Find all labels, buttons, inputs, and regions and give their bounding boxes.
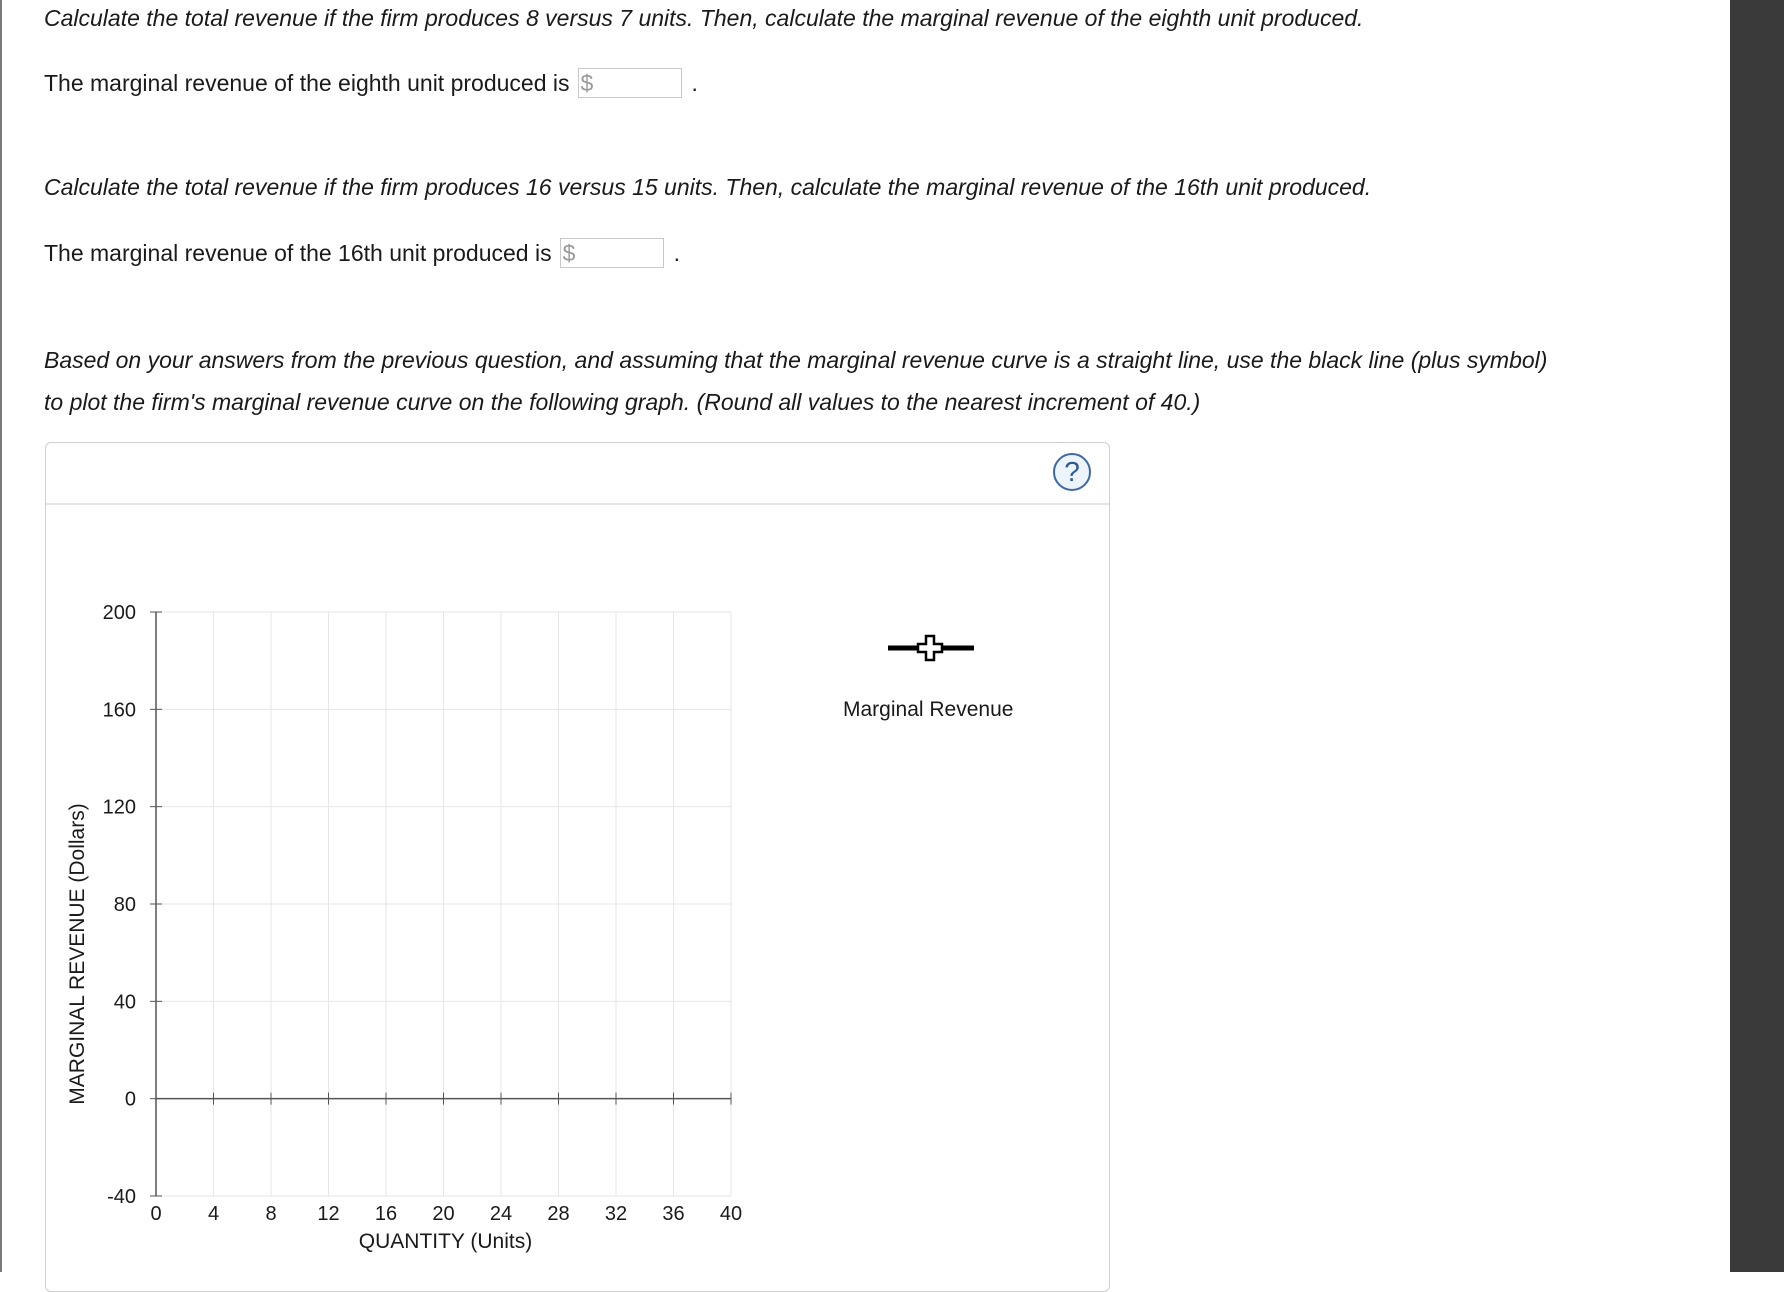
x-tick-label: 0 [150, 1203, 162, 1225]
y-tick-label: 80 [113, 894, 136, 916]
right-scroll-gutter [1730, 0, 1784, 1272]
y-tick-label: 200 [102, 602, 136, 624]
x-tick-label: 8 [265, 1203, 277, 1225]
graph-panel [45, 442, 1110, 1292]
question-1-answer-row [44, 66, 698, 100]
x-axis-label: QUANTITY (Units) [358, 1230, 533, 1253]
question-2-prompt: Calculate the total revenue if the firm produces 16 versus 15 units. Then, calculate the marginal revenue of the 16th unit produced. [44, 174, 1372, 200]
x-tick-label: 12 [317, 1203, 340, 1225]
x-tick-label: 20 [432, 1203, 455, 1225]
y-tick-label: 0 [124, 1088, 136, 1111]
question-2-period: . [673, 239, 680, 266]
help-icon[interactable]: ? [1053, 453, 1091, 491]
dollar-sign: $ [562, 239, 576, 266]
instructions-line-1: Based on your answers from the previous question, and assuming that the marginal revenue curve is a straight line, use the black line (plus symbol) [44, 347, 1548, 373]
y-tick-label: 120 [102, 796, 136, 819]
left-border [0, 0, 2, 1272]
question-1-answer-field[interactable] [578, 68, 682, 98]
question-2-answer-row [44, 236, 680, 270]
question-1-prompt: Calculate the total revenue if the firm produces 8 versus 7 units. Then, calculate the marginal revenue of the eighth unit produced. [44, 5, 1364, 31]
y-tick-label: -40 [107, 1186, 136, 1208]
question-1-answer-input[interactable] [593, 71, 677, 96]
x-tick-label: 16 [374, 1203, 398, 1225]
question-2-answer-field[interactable] [560, 238, 664, 268]
legend-label: Marginal Revenue [843, 698, 1014, 721]
dollar-sign: $ [580, 69, 594, 96]
question-2-answer-label: The marginal revenue of the 16th unit produced is [44, 239, 552, 266]
x-tick-label: 28 [547, 1203, 570, 1225]
x-tick-label: 24 [489, 1203, 513, 1225]
x-tick-label: 32 [604, 1203, 628, 1225]
graph-header [46, 443, 1109, 505]
question-1-answer-label: The marginal revenue of the eighth unit produced is [44, 69, 570, 96]
x-tick-label: 4 [207, 1203, 220, 1225]
x-tick-label: 40 [719, 1203, 743, 1225]
y-tick-label: 40 [113, 991, 136, 1014]
x-tick-label: 36 [662, 1203, 685, 1225]
question-2-answer-input[interactable] [575, 241, 659, 266]
y-tick-label: 160 [102, 699, 136, 722]
instructions-line-2: to plot the firm's marginal revenue curve on the following graph. (Round all values to the nearest increment of 40.) [44, 389, 1201, 415]
question-1-period: . [691, 69, 698, 96]
y-axis-label: MARGINAL REVENUE (Dollars) [66, 803, 89, 1105]
